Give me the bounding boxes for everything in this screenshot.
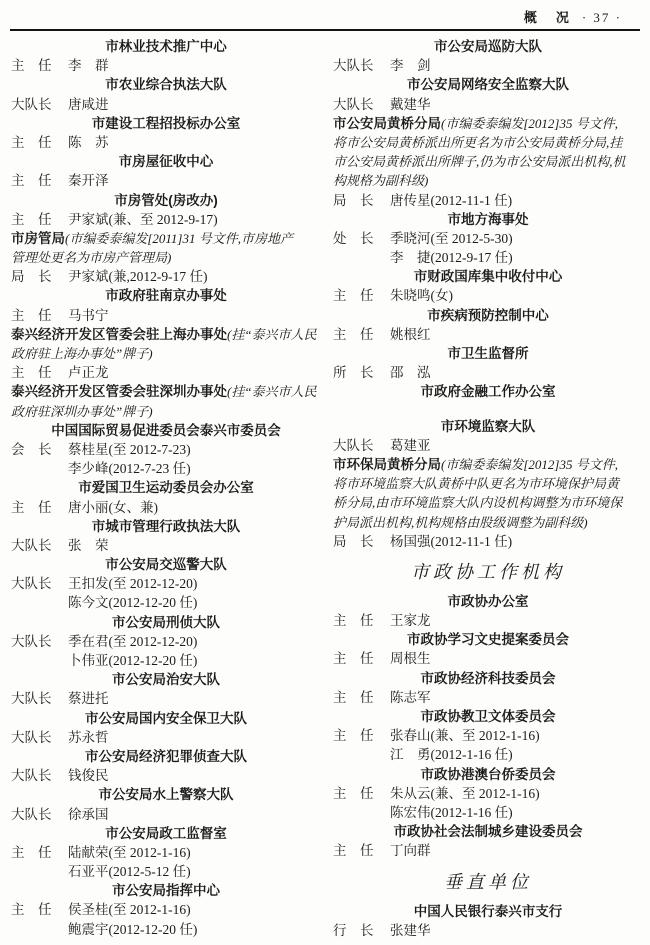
org-name-bold: 市公安局黄桥分局 [333, 115, 441, 131]
entry-continuation: 李 捷(2012-9-17 任) [390, 250, 513, 266]
person-name: 王家龙 [390, 613, 431, 629]
note-line [333, 474, 643, 493]
org-heading: 中国国际贸易促进委员会泰兴市委员会 [51, 422, 281, 438]
person-name: 唐传星(2012-11-1 任) [390, 192, 513, 208]
entry-row [333, 784, 643, 803]
org-name-bold: 市环保局黄桥分局 [333, 456, 441, 472]
entry-row [333, 841, 643, 860]
org-heading: 市建设工程招投标办公室 [91, 115, 241, 131]
role-label: 主 任 [333, 326, 374, 342]
note-line [333, 133, 643, 152]
role-label: 主 任 [11, 173, 52, 189]
role-label: 所 长 [333, 365, 374, 381]
note-line [11, 382, 321, 401]
note-text: 管理处更名为市房产管理局) [11, 250, 172, 266]
entry-row [333, 726, 643, 745]
role-label: 主 任 [11, 902, 52, 918]
entry-row [11, 498, 321, 517]
person-name: 张春山(兼、至 2012-1-16) [390, 728, 540, 744]
org-heading: 市财政国库集中收付中心 [413, 269, 563, 285]
note-text: 构规格为副科级) [333, 173, 429, 189]
person-name: 周根生 [390, 651, 431, 667]
org-heading: 市政协教卫文体委员会 [420, 709, 556, 724]
person-name: 卢正龙 [68, 365, 109, 381]
role-label: 主 任 [333, 651, 374, 667]
entry-continuation: 李少峰(2012-7-23 任) [68, 461, 191, 477]
entry-row [11, 843, 321, 862]
note-text: (挂“泰兴市人民 [227, 384, 317, 400]
role-label: 大队长 [333, 58, 374, 74]
person-name: 马书宁 [68, 307, 109, 323]
org-heading: 市房管处(房改办) [114, 192, 218, 208]
entry-row [333, 286, 643, 305]
org-heading: 市政协社会法制城乡建设委员会 [393, 824, 583, 840]
entry-row [11, 56, 321, 75]
role-label: 主 任 [11, 499, 52, 515]
person-name: 侯圣桂(至 2012-1-16) [68, 902, 191, 918]
entry-row [11, 632, 321, 651]
note-line [11, 229, 321, 248]
page-header [524, 7, 622, 26]
org-heading: 市房屋征收中心 [118, 154, 214, 170]
entry-row [11, 766, 321, 785]
person-name: 季晓河(至 2012-5-30) [390, 230, 513, 246]
entry-row [11, 689, 321, 708]
note-line [11, 344, 321, 363]
entry-row [11, 267, 321, 286]
org-name-bold: 泰兴经济开发区管委会驻上海办事处 [11, 326, 227, 342]
person-name: 季在君(至 2012-12-20) [68, 633, 198, 649]
role-label: 大队长 [11, 691, 52, 707]
org-heading: 市公安局刑侦大队 [112, 614, 220, 630]
org-name-bold: 市房管局 [11, 230, 65, 246]
person-name: 蔡桂星(至 2012-7-23) [68, 441, 191, 457]
role-label: 大队长 [333, 96, 374, 112]
note-text: 桥分局,由市环境监察大队内设机构调整为市环境保 [333, 495, 623, 511]
role-label: 主 任 [333, 288, 374, 304]
role-label: 主 任 [333, 689, 374, 705]
org-heading: 市政协学习文史提案委员会 [407, 632, 569, 648]
org-heading: 市卫生监督所 [447, 346, 529, 361]
spacer [333, 402, 643, 417]
role-label: 行 长 [333, 922, 374, 938]
role-label: 大队长 [11, 729, 52, 745]
note-text: (市编委泰编发[2011]31 号文件,市房地产 [65, 230, 293, 246]
entry-continuation: 陈今文(2012-12-20 任) [68, 595, 198, 611]
note-text: 护局派出机构,机构规格由股级调整为副科级) [333, 514, 588, 530]
entry-row [333, 95, 643, 114]
org-heading: 市爱国卫生运动委员会办公室 [78, 480, 254, 496]
org-heading: 市公安局巡防大队 [434, 39, 542, 54]
org-heading: 市政府驻南京办事处 [105, 288, 227, 304]
role-label: 大队长 [11, 633, 52, 649]
note-line [333, 171, 643, 190]
org-heading: 市政府金融工作办公室 [420, 384, 556, 400]
entry-row [11, 133, 321, 152]
person-name: 丁向群 [390, 843, 431, 859]
entry-row [333, 229, 643, 248]
entry-continuation: 陈宏伟(2012-1-16 任) [390, 804, 513, 820]
person-name: 张建华 [390, 922, 431, 938]
org-heading: 市农业综合执法大队 [105, 77, 227, 93]
person-name: 葛建亚 [390, 437, 431, 453]
header-divider-rule [10, 29, 640, 31]
note-text: 政府驻深圳办事处”牌子) [11, 403, 153, 419]
entry-row [333, 688, 643, 707]
person-name: 尹家斌(兼、至 2012-9-17) [68, 211, 218, 227]
person-name: 唐小丽(女、兼) [68, 499, 158, 515]
note-line [11, 402, 321, 421]
entry-row [11, 363, 321, 382]
org-heading: 市林业技术推广中心 [105, 39, 227, 54]
entry-row [11, 210, 321, 229]
person-name: 王扣发(至 2012-12-20) [68, 576, 198, 592]
entry-row [11, 95, 321, 114]
note-line [333, 513, 643, 532]
section-heading: 垂直单位 [444, 871, 532, 893]
role-label: 主 任 [11, 365, 52, 381]
person-name: 张 荣 [68, 537, 109, 553]
org-heading: 市环境监察大队 [440, 418, 536, 434]
role-label: 主 任 [11, 844, 52, 860]
person-name: 李 群 [68, 58, 109, 74]
entry-row [11, 805, 321, 824]
person-name: 唐咸进 [68, 96, 109, 112]
entry-row [333, 611, 643, 630]
entry-row [11, 536, 321, 555]
role-label: 局 长 [333, 192, 374, 208]
person-name: 蔡进托 [68, 691, 109, 707]
note-text: 将市环境监察大队黄桥中队更名为市环境保护局黄 [333, 476, 620, 492]
person-name: 陆献荣(至 2012-1-16) [68, 844, 191, 860]
entry-continuation: 卜伟亚(2012-12-20 任) [68, 653, 198, 668]
note-text: 市公安局黄桥派出所牌子,仍为市公安局派出机构,机 [333, 154, 626, 170]
note-text: (挂“泰兴市人民 [227, 326, 317, 342]
entry-row [333, 363, 643, 382]
role-label: 大队长 [11, 96, 52, 112]
role-label: 主 任 [11, 307, 52, 323]
entry-row [333, 532, 643, 551]
role-label: 主 任 [11, 211, 52, 227]
entry-continuation: 石亚平(2012-5-12 任) [68, 864, 191, 880]
person-name: 朱从云(兼、至 2012-1-16) [390, 785, 540, 801]
note-line [11, 325, 321, 344]
person-name: 朱晓鸣(女) [390, 288, 453, 304]
section-title: 概 况 [523, 10, 572, 25]
org-heading: 市疾病预防控制中心 [427, 307, 549, 323]
entry-continuation: 鲍震宇(2012-12-20 任) [68, 921, 198, 937]
entry-row [333, 649, 643, 668]
org-heading: 市公安局政工监督室 [105, 825, 227, 841]
entry-continuation: 江 勇(2012-1-16 任) [390, 747, 513, 763]
column-left [11, 37, 321, 939]
entry-row [333, 921, 643, 940]
note-text: 政府驻上海办事处”牌子) [11, 346, 153, 361]
person-name: 徐承国 [68, 806, 109, 822]
person-name: 戴建华 [390, 96, 431, 112]
note-line [11, 248, 321, 267]
org-heading: 市公安局国内安全保卫大队 [85, 710, 247, 726]
note-line [333, 114, 643, 133]
role-label: 主 任 [333, 728, 374, 744]
role-label: 局 长 [333, 533, 374, 549]
role-label: 大队长 [11, 768, 52, 784]
org-heading: 市公安局治安大队 [112, 672, 220, 688]
person-name: 陈 苏 [68, 134, 109, 150]
person-name: 杨国强(2012-11-1 任) [390, 533, 513, 549]
role-label: 大队长 [333, 437, 374, 453]
role-label: 主 任 [11, 58, 52, 74]
note-line [333, 152, 643, 171]
entry-row [333, 436, 643, 455]
org-heading: 市地方海事处 [447, 211, 529, 227]
role-label: 主 任 [11, 134, 52, 150]
person-name: 钱俊民 [68, 768, 109, 784]
entry-row [11, 728, 321, 747]
entry-row [11, 900, 321, 919]
org-heading: 市政协港澳台侨委员会 [420, 766, 556, 782]
org-heading: 市公安局水上警察大队 [98, 787, 234, 803]
person-name: 邵 泓 [390, 365, 431, 381]
org-name-bold: 泰兴经济开发区管委会驻深圳办事处 [11, 384, 227, 400]
person-name: 姚根红 [390, 326, 431, 342]
org-heading: 中国人民银行泰兴市支行 [413, 903, 563, 919]
note-text: 将市公安局黄桥派出所更名为市公安局黄桥分局,挂 [333, 134, 623, 150]
org-heading: 市政协办公室 [447, 593, 529, 609]
note-text: (市编委泰编发[2012]35 号文件, [441, 115, 618, 131]
org-heading: 市政协经济科技委员会 [420, 670, 556, 686]
role-label: 主 任 [333, 843, 374, 859]
person-name: 秦开泽 [68, 173, 109, 189]
entry-row [11, 171, 321, 190]
entry-row [11, 574, 321, 593]
person-name: 苏永哲 [68, 729, 109, 745]
org-heading: 市城市管理行政执法大队 [91, 518, 241, 534]
column-right [333, 37, 643, 940]
entry-row [333, 191, 643, 210]
org-heading: 市公安局交巡警大队 [105, 557, 227, 573]
person-name: 陈志军 [390, 689, 431, 705]
role-label: 处 长 [333, 230, 374, 246]
entry-row [11, 440, 321, 459]
person-name: 尹家斌(兼,2012-9-17 任) [68, 269, 208, 285]
role-label: 大队长 [11, 537, 52, 553]
entry-row [333, 325, 643, 344]
note-line [333, 493, 643, 512]
org-heading: 市公安局网络安全监察大队 [407, 77, 569, 93]
role-label: 主 任 [333, 785, 374, 801]
org-heading: 市公安局经济犯罪侦查大队 [85, 748, 247, 764]
role-label: 主 任 [333, 613, 374, 629]
role-label: 大队长 [11, 806, 52, 822]
role-label: 大队长 [11, 576, 52, 592]
entry-row [333, 56, 643, 75]
person-name: 李 剑 [390, 58, 431, 74]
role-label: 会 长 [11, 441, 52, 457]
note-line [333, 455, 643, 474]
entry-row [11, 306, 321, 325]
role-label: 局 长 [11, 269, 52, 285]
note-text: (市编委泰编发[2012]35 号文件, [441, 456, 618, 472]
page-number: · 37 · [581, 10, 622, 25]
section-heading: 市政协工作机构 [411, 561, 565, 583]
org-heading: 市公安局指挥中心 [112, 883, 220, 899]
